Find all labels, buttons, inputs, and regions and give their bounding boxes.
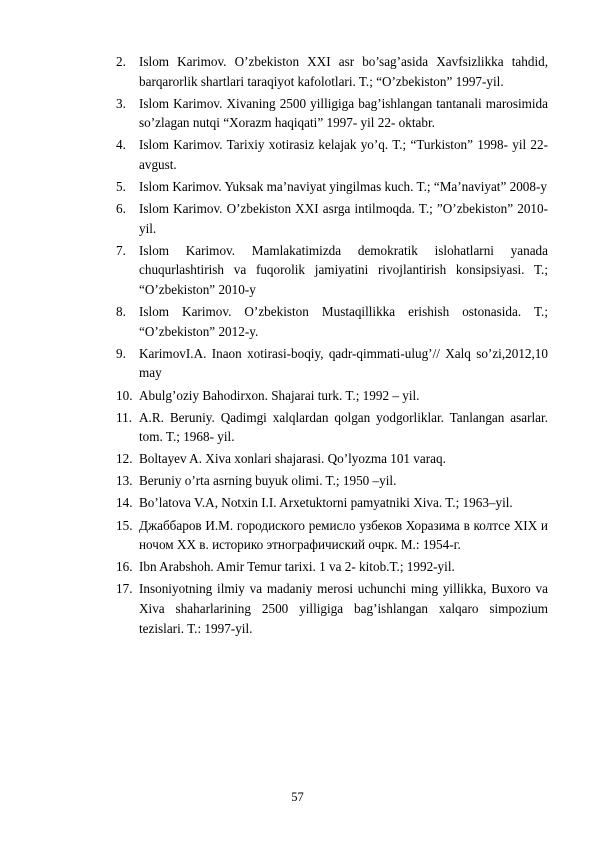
reference-number: 6. <box>116 201 126 217</box>
reference-text: Islom Karimov. Xivaning 2500 yilligiga bag’ishlangan tantanali marosimida so’zlagan nutqi “Xorazm haqiqati” 1997- yil 22- oktabr. <box>139 95 548 131</box>
reference-text: Beruniy o’rta asrning buyuk olimi. T.; 1950 –yil. <box>139 473 397 489</box>
reference-number: 16. <box>116 559 133 575</box>
reference-item <box>116 408 548 447</box>
reference-text: Bo’latova V.A, Notxin I.I. Arxetuktorni pamyatniki Xiva. T.; 1963–yil. <box>139 495 513 511</box>
reference-text: KarimovI.A. Inaon xotirasi-boqiy, qadr-qimmati-ulug’// Xalq so’zi,2012,10 may <box>139 345 548 381</box>
reference-text: Islom Karimov. Mamlakatimizda demokratik islohatlarni yanada chuqurlashtirish va fuqorolik jamiyatini rivojlantirish konsipsiyasi. T.; “O’zbekiston” 2010-y <box>139 242 548 298</box>
reference-number: 2. <box>116 54 126 69</box>
reference-item <box>116 493 548 513</box>
reference-item <box>116 52 548 91</box>
reference-item <box>116 471 548 491</box>
reference-text: Islom Karimov. Yuksak ma’naviyat yingilmas kuch. T.; “Ma’naviyat” 2008-y <box>139 179 547 195</box>
reference-number: 4. <box>116 137 126 153</box>
reference-item <box>116 579 548 638</box>
reference-number: 9. <box>116 345 126 361</box>
reference-item <box>116 135 548 174</box>
reference-item <box>116 344 548 383</box>
page-number: 57 <box>291 790 304 804</box>
reference-text: Ibn Arabshoh. Amir Temur tarixi. 1 va 2- kitob.T.; 1992-yil. <box>139 559 455 575</box>
reference-text: A.R. Beruniy. Qadimgi xalqlardan qolgan yodgorliklar. Tanlangan asarlar. tom. T.; 1968- yil. <box>139 409 548 445</box>
reference-item <box>116 302 548 341</box>
reference-number: 10. <box>116 387 133 403</box>
reference-list <box>116 52 548 641</box>
reference-item <box>116 241 548 300</box>
reference-number: 13. <box>116 473 133 489</box>
reference-item <box>116 386 548 406</box>
reference-item <box>116 94 548 133</box>
reference-text: Islom Karimov. O’zbekiston XXI asr bo’sag’asida Xavfsizlikka tahdid, barqarorlik shartlari taraqiyot kafolotlari. T.; “O’zbekiston” 1997-yil. <box>139 54 548 89</box>
reference-item <box>116 177 548 197</box>
reference-number: 5. <box>116 179 126 195</box>
reference-number: 7. <box>116 242 126 258</box>
reference-number: 3. <box>116 95 126 111</box>
reference-item <box>116 199 548 238</box>
reference-number: 11. <box>116 409 132 425</box>
reference-number: 17. <box>116 581 133 597</box>
reference-number: 8. <box>116 304 126 320</box>
reference-number: 14. <box>116 495 133 511</box>
reference-number: 15. <box>116 517 133 533</box>
reference-text: Джаббаров И.М. городиского ремисло узбеков Хоразима в колтсе XIX и ночом XX в. историко этнографичиский очрк. М.: 1954-г. <box>139 517 548 553</box>
reference-text: Islom Karimov. O’zbekiston XXI asrga intilmoqda. T.; ”O’zbekiston” 2010-yil. <box>139 201 548 236</box>
reference-text: Islom Karimov. Tarixiy xotirasiz kelajak yo’q. T.; “Turkiston” 1998- yil 22- avgust. <box>139 137 548 172</box>
reference-text: Islom Karimov. O’zbekiston Mustaqillikka erishish ostonasida. T.; “O’zbekiston” 2012-y. <box>139 304 548 339</box>
reference-item <box>116 449 548 469</box>
reference-item <box>116 557 548 577</box>
reference-text: Abulg’oziy Bahodirxon. Shajarai turk. T.; 1992 – yil. <box>139 387 420 403</box>
reference-text: Insoniyotning ilmiy va madaniy merosi uchunchi ming yillikka, Buxoro va Xiva shaharlarining 2500 yilligiga bag’ishlangan xalqaro simpozium tezislari. T.: 1997-yil. <box>139 581 548 636</box>
reference-number: 12. <box>116 451 133 467</box>
reference-item <box>116 516 548 555</box>
reference-text: Boltayev A. Xiva xonlari shajarasi. Qo’lyozma 101 varaq. <box>139 451 446 467</box>
